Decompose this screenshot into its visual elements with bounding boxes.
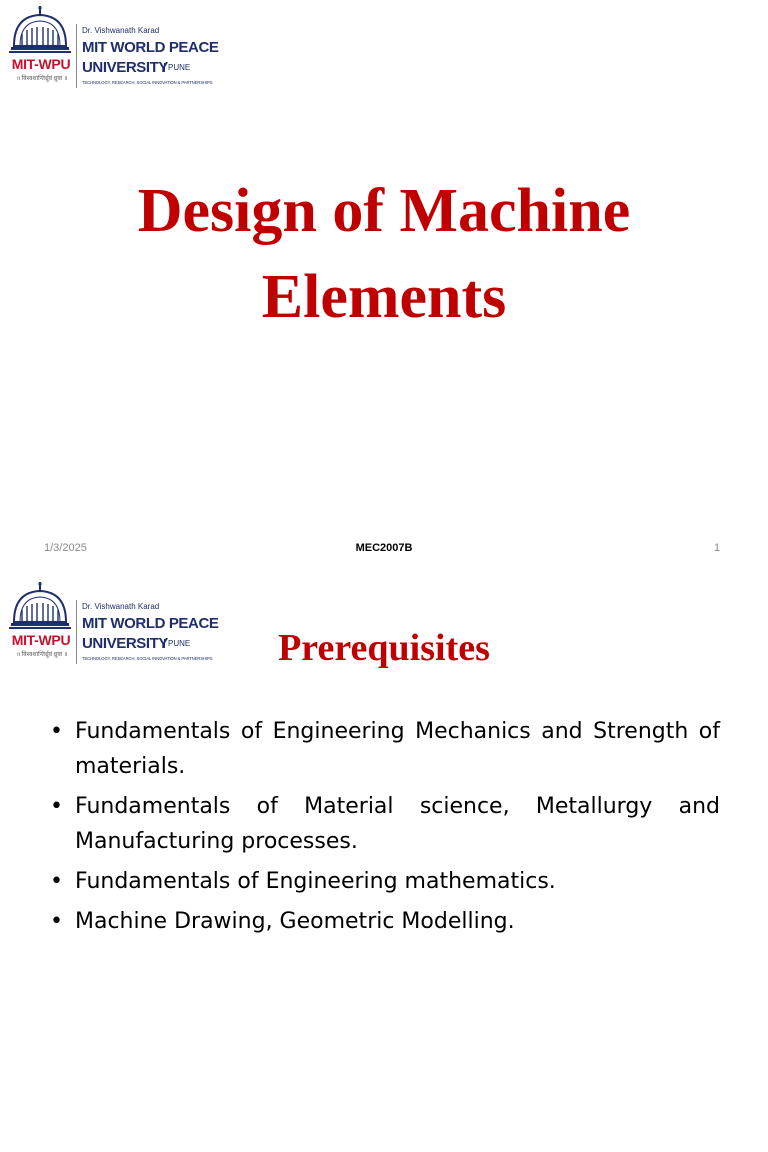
logo-city: PUNE: [164, 63, 190, 72]
logo-founder: Dr. Vishwanath Karad: [82, 26, 160, 35]
logo-devanagari-motto: ॥ विश्वशान्तिर्ध्रुवं ध्रुवा ॥: [16, 76, 68, 82]
logo-name-line1: MIT WORLD PEACE: [82, 615, 219, 632]
footer-page-number: 1: [714, 542, 721, 554]
footer-date: 1/3/2025: [44, 542, 87, 554]
list-item: • Machine Drawing, Geometric Modelling.: [48, 904, 720, 939]
logo-founder: Dr. Vishwanath Karad: [82, 602, 160, 611]
dome-emblem-icon: [6, 6, 76, 62]
logo-tagline: TECHNOLOGY, RESEARCH, SOCIAL INNOVATION & PARTNERSHIPS: [82, 80, 213, 85]
logo-city: PUNE: [164, 639, 190, 648]
logo-name-line2: UNIVERSITY: [82, 635, 169, 652]
list-item: • Fundamentals of Engineering mathematics.: [48, 864, 720, 899]
logo-divider: [76, 24, 77, 88]
logo-name-line1: MIT WORLD PEACE: [82, 39, 219, 56]
slide-title-line1: Design of Machine: [137, 177, 631, 245]
prerequisites-heading-text: Prerequisites: [278, 627, 490, 669]
logo-acronym: MIT-WPU: [11, 56, 71, 72]
prerequisites-list: [48, 714, 720, 944]
university-logo: [6, 6, 219, 92]
slide-2: [0, 576, 768, 1152]
prerequisites-heading: [0, 626, 768, 670]
list-item: • Fundamentals of Material science, Metallurgy and Manufacturing processes.: [48, 789, 720, 859]
logo-tagline: TECHNOLOGY, RESEARCH, SOCIAL INNOVATION & PARTNERSHIPS: [82, 656, 213, 661]
list-item: • Fundamentals of Engineering Mechanics and Strength of materials.: [48, 714, 720, 784]
slide-title-line2: Elements: [261, 263, 507, 331]
logo-devanagari-motto: ॥ विश्वशान्तिर्ध्रुवं ध्रुवा ॥: [16, 652, 68, 658]
footer-course-code: MEC2007B: [355, 542, 413, 554]
logo-name-line2: UNIVERSITY: [82, 59, 169, 76]
logo-acronym: MIT-WPU: [11, 632, 71, 648]
slide-title: [0, 168, 768, 340]
